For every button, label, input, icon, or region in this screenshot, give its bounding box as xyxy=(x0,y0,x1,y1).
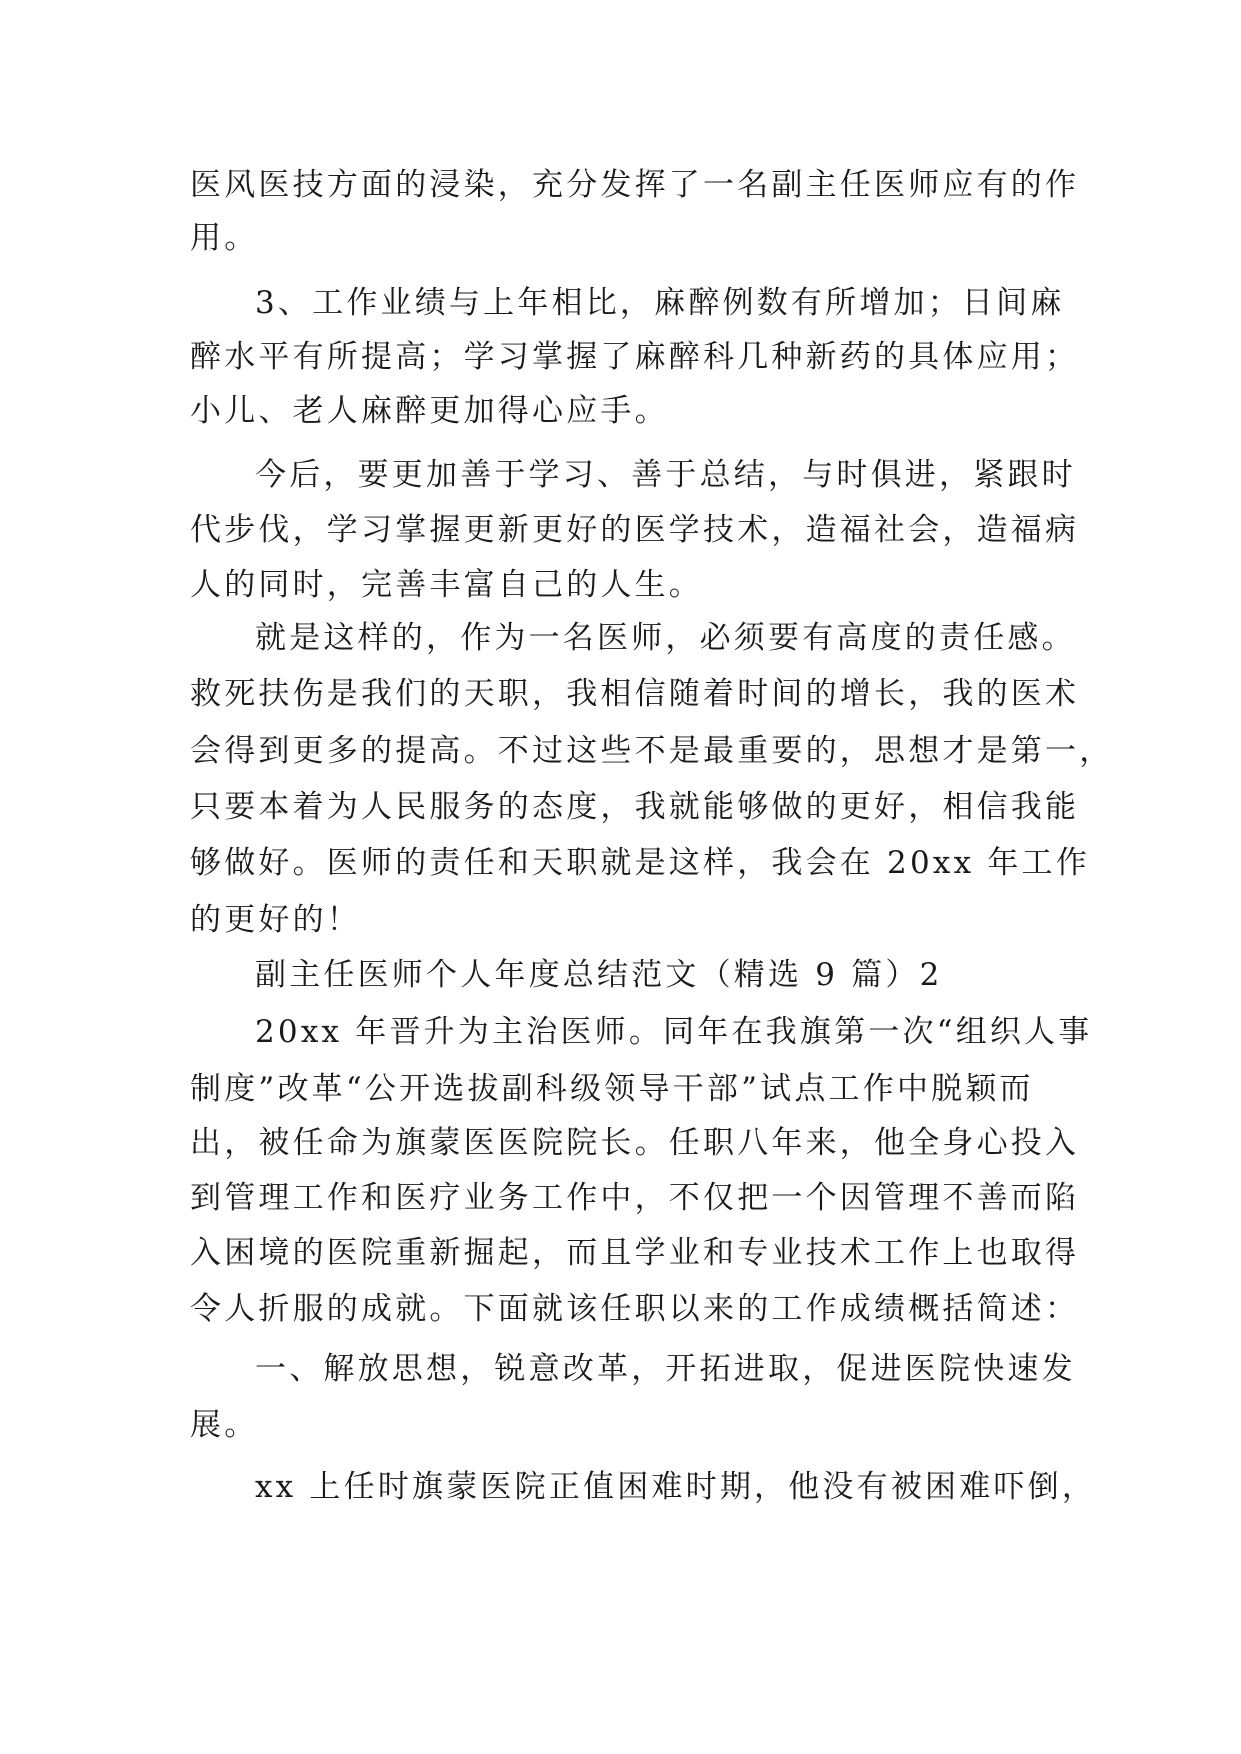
paragraph-line: 20xx 年晋升为主治医师。同年在我旗第一次“组织人事 xyxy=(255,1014,1093,1050)
section-heading: 副主任医师个人年度总结范文（精选 9 篇）2 xyxy=(255,957,943,993)
paragraph-line: 够做好。医师的责任和天职就是这样，我会在 20xx 年工作 xyxy=(190,845,1090,881)
paragraph-line: 会得到更多的提高。不过这些不是最重要的，思想才是第一， xyxy=(190,733,1114,769)
paragraph-line: 令人折服的成就。下面就该任职以来的工作成绩概括简述： xyxy=(190,1291,1080,1327)
paragraph-line: 今后，要更加善于学习、善于总结，与时俱进，紧跟时 xyxy=(255,457,1076,493)
paragraph-line: 到管理工作和医疗业务工作中，不仅把一个因管理不善而陷 xyxy=(190,1180,1080,1216)
paragraph-line: 代步伐，学习掌握更新更好的医学技术，造福社会，造福病 xyxy=(190,512,1080,548)
paragraph-line: 展。 xyxy=(190,1407,259,1443)
paragraph-line: 医风医技方面的浸染，充分发挥了一名副主任医师应有的作 xyxy=(190,167,1080,203)
paragraph-line: 醉水平有所提高；学习掌握了麻醉科几种新药的具体应用； xyxy=(190,339,1080,375)
paragraph-line: 人的同时，完善丰富自己的人生。 xyxy=(190,567,703,603)
paragraph-line: 就是这样的，作为一名医师，必须要有高度的责任感。 xyxy=(255,620,1076,656)
paragraph-line: 一、解放思想，锐意改革，开拓进取，促进医院快速发 xyxy=(255,1351,1076,1387)
paragraph-line: xx 上任时旗蒙医院正值困难时期，他没有被困难吓倒， xyxy=(255,1469,1097,1505)
paragraph-line: 小儿、老人麻醉更加得心应手。 xyxy=(190,393,669,429)
paragraph-line: 3、工作业绩与上年相比，麻醉例数有所增加；日间麻 xyxy=(255,285,1065,321)
paragraph-line: 救死扶伤是我们的天职，我相信随着时间的增长，我的医术 xyxy=(190,676,1080,712)
paragraph-line: 只要本着为人民服务的态度，我就能够做的更好，相信我能 xyxy=(190,789,1080,825)
paragraph-line: 的更好的！ xyxy=(190,902,361,938)
paragraph-line: 用。 xyxy=(190,220,259,256)
paragraph-line: 制度”改革“公开选拔副科级领导干部”试点工作中脱颖而 xyxy=(190,1071,1034,1107)
paragraph-line: 出，被任命为旗蒙医医院院长。任职八年来，他全身心投入 xyxy=(190,1125,1080,1161)
paragraph-line: 入困境的医院重新掘起，而且学业和专业技术工作上也取得 xyxy=(190,1235,1080,1271)
